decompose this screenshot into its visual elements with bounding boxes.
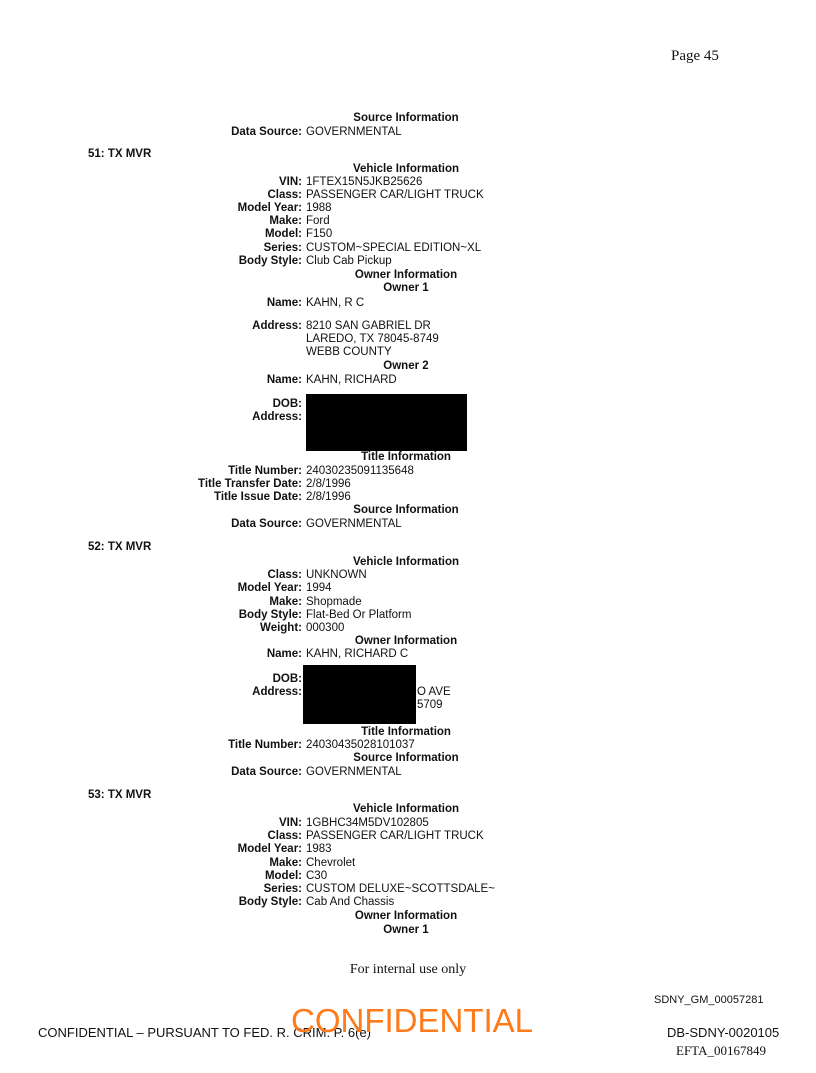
field-body-style: Body Style: Club Cab Pickup <box>238 255 392 267</box>
field-title-transfer-date: Title Transfer Date: 2/8/1996 <box>198 478 351 490</box>
redaction-block <box>303 665 416 724</box>
field-title-number: Title Number: 24030435028101037 <box>228 739 415 751</box>
field-owner2-address: Address: <box>252 411 302 423</box>
confidential-notice: CONFIDENTIAL – PURSUANT TO FED. R. CRIM. P. 6(e) <box>38 1025 372 1040</box>
bates-sdny-gm: SDNY_GM_00057281 <box>654 994 764 1006</box>
section-header-title: Title Information <box>361 726 451 738</box>
field-owner2-dob: DOB: <box>272 398 302 410</box>
entry-heading-53: 53: TX MVR <box>88 789 152 801</box>
field-owner2-name: Name: KAHN, RICHARD <box>266 374 397 386</box>
field-make: Make: Shopmade <box>269 596 362 608</box>
field-data-source: Data Source: GOVERNMENTAL <box>231 766 402 778</box>
field-owner-name: Name: KAHN, RICHARD C <box>266 648 409 660</box>
field-data-source: Data Source: GOVERNMENTAL <box>231 126 402 138</box>
bates-db-sdny: DB-SDNY-0020105 <box>667 1025 780 1040</box>
field-owner1-name: Name: KAHN, R C <box>266 297 365 309</box>
entry-heading-52: 52: TX MVR <box>88 541 152 553</box>
entry-heading-51: 51: TX MVR <box>88 148 152 160</box>
field-class: Class: PASSENGER CAR/LIGHT TRUCK <box>267 830 484 842</box>
owner1-address-line-3: WEBB COUNTY <box>306 346 392 358</box>
section-header-owner: Owner Information <box>354 269 458 281</box>
field-model-year: Model Year: 1988 <box>237 202 332 214</box>
field-title-number: Title Number: 24030235091135648 <box>228 465 414 477</box>
field-data-source: Data Source: GOVERNMENTAL <box>231 518 402 530</box>
field-body-style: Body Style: Flat-Bed Or Platform <box>238 609 412 621</box>
field-series: Series: CUSTOM DELUXE~SCOTTSDALE~ <box>263 883 495 895</box>
field-weight: Weight: 000300 <box>260 622 345 634</box>
owner-2-header: Owner 2 <box>383 360 429 372</box>
confidential-stamp: CONFIDENTIAL <box>291 1002 534 1039</box>
address-partial-line-2: 5709 <box>417 699 443 711</box>
field-model-year: Model Year: 1994 <box>237 582 332 594</box>
field-make: Make: Ford <box>269 215 330 227</box>
field-title-issue-date: Title Issue Date: 2/8/1996 <box>214 491 351 503</box>
redaction-block <box>306 394 467 451</box>
section-header-source: Source Information <box>353 112 459 124</box>
field-body-style: Body Style: Cab And Chassis <box>238 896 395 908</box>
section-header-source: Source Information <box>353 504 459 516</box>
field-owner-dob: DOB: <box>272 673 302 685</box>
field-model: Model: F150 <box>264 228 333 240</box>
section-header-owner: Owner Information <box>354 910 458 922</box>
field-series: Series: CUSTOM~SPECIAL EDITION~XL <box>263 242 482 254</box>
owner-1-header: Owner 1 <box>383 924 429 936</box>
field-vin: VIN: 1GBHC34M5DV102805 <box>279 817 429 829</box>
field-class: Class: UNKNOWN <box>267 569 367 581</box>
section-header-source: Source Information <box>353 752 459 764</box>
field-model-year: Model Year: 1983 <box>237 843 332 855</box>
owner1-address-line-2: LAREDO, TX 78045-8749 <box>306 333 439 345</box>
section-header-owner: Owner Information <box>354 635 458 647</box>
section-header-vehicle: Vehicle Information <box>352 803 460 815</box>
bates-efta: EFTA_00167849 <box>676 1043 766 1058</box>
section-header-vehicle: Vehicle Information <box>352 556 460 568</box>
field-model: Model: C30 <box>264 870 328 882</box>
field-owner-address: Address: <box>252 686 302 698</box>
field-vin: VIN: 1FTEX15N5JKB25626 <box>279 176 423 188</box>
owner-1-header: Owner 1 <box>383 282 429 294</box>
section-header-title: Title Information <box>361 451 451 463</box>
field-class: Class: PASSENGER CAR/LIGHT TRUCK <box>267 189 484 201</box>
section-header-vehicle: Vehicle Information <box>352 163 460 175</box>
address-partial-line-1: O AVE <box>417 686 451 698</box>
page-number: Page 45 <box>671 48 719 64</box>
internal-use-notice: For internal use only <box>349 962 467 977</box>
field-make: Make: Chevrolet <box>269 857 356 869</box>
field-owner1-address: Address: 8210 SAN GABRIEL DR <box>252 320 431 332</box>
